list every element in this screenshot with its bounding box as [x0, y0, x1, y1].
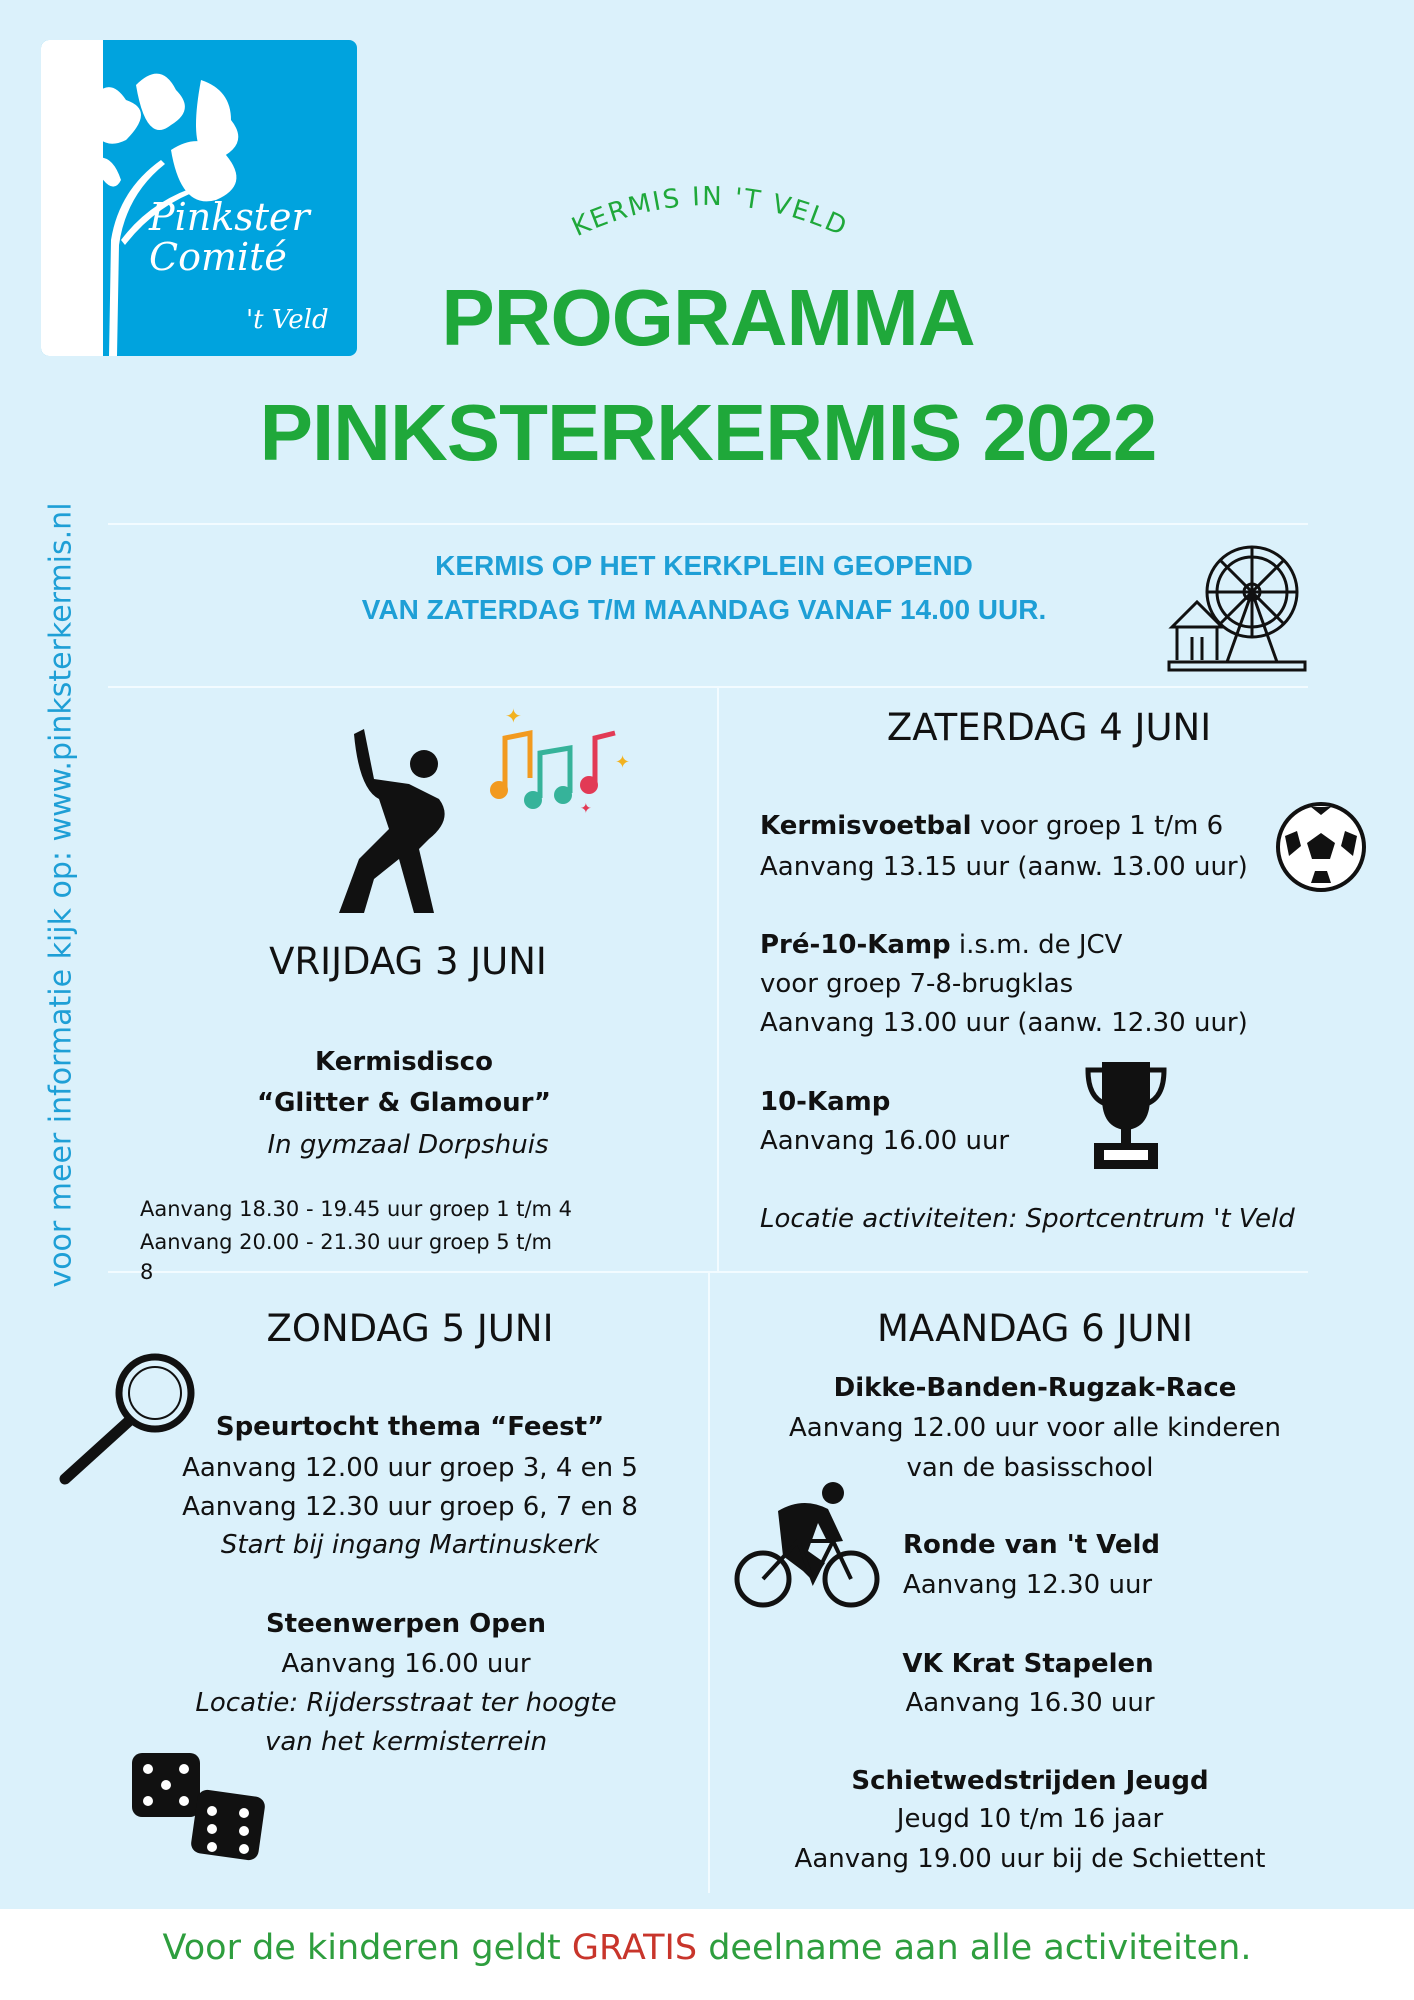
event-detail: Aanvang 19.00 uur bij de Schiettent [794, 1844, 1266, 1874]
side-website-text[interactable]: voor meer informatie kijk op: www.pinksterkermis.nl [43, 502, 79, 1288]
svg-text:✦: ✦ [505, 708, 522, 728]
svg-text:✦: ✦ [615, 752, 631, 773]
event-schietwedstrijden: Schietwedstrijden Jeugd [851, 1766, 1209, 1796]
ferris-wheel-icon [1167, 542, 1307, 672]
event-detail: Aanvang 12.00 uur groep 3, 4 en 5 [182, 1453, 638, 1483]
divider [717, 686, 719, 1271]
dice-icon [128, 1749, 268, 1861]
svg-text:✦: ✦ [580, 801, 592, 817]
event-detail: Aanvang 13.15 uur (aanw. 13.00 uur) [760, 852, 1248, 882]
magnifier-icon [57, 1349, 199, 1487]
event-detail: van de basisschool [906, 1453, 1154, 1483]
event-detail: Aanvang 12.30 uur groep 6, 7 en 8 [182, 1492, 638, 1522]
event-detail: voor groep 7-8-brugklas [760, 969, 1074, 999]
event-title: Pré-10-Kamp [760, 930, 951, 960]
time-line: 8 [140, 1260, 154, 1284]
event-detail: Aanvang 16.00 uur [760, 1126, 1010, 1156]
event-detail: Locatie: Rijdersstraat ter hoogte [195, 1688, 617, 1718]
location-value: : Sportcentrum 't Veld [1008, 1204, 1295, 1234]
svg-text:KERMIS IN 'T VELD [567, 182, 852, 243]
footer-text-post: deelname aan alle activiteiten. [697, 1928, 1252, 1968]
event-ronde-van-t-veld: Ronde van 't Veld [903, 1530, 1161, 1560]
arc-text: KERMIS IN 'T VELD [567, 181, 853, 243]
event-rugzak-race: Dikke-Banden-Rugzak-Race [833, 1373, 1237, 1403]
event-detail: Aanvang 12.30 uur [903, 1570, 1153, 1600]
music-notes-icon [485, 708, 640, 818]
event-kermisdisco: Kermisdisco [315, 1047, 493, 1077]
event-vk-krat-stapelen: VK Krat Stapelen [902, 1649, 1154, 1679]
time-line: Aanvang 20.00 - 21.30 uur groep 5 t/m [140, 1230, 553, 1254]
event-subtitle: “Glitter & Glamour” [257, 1088, 551, 1118]
event-title: Kermisvoetbal [760, 811, 972, 841]
location-label: Locatie activiteiten [760, 1204, 1009, 1234]
trophy-icon [1084, 1058, 1168, 1170]
event-pre-10-kamp [760, 925, 1122, 965]
title-programma: PROGRAMMA [441, 273, 975, 362]
event-location: In gymzaal Dorpshuis [267, 1130, 549, 1160]
event-detail: Start bij ingang Martinuskerk [220, 1530, 600, 1560]
logo [41, 40, 357, 356]
event-10-kamp: 10-Kamp [760, 1087, 891, 1117]
divider [108, 686, 1308, 688]
day-zondag: ZONDAG 5 JUNI [266, 1307, 554, 1350]
event-speurtocht: Speurtocht thema “Feest” [215, 1412, 605, 1442]
location-activities [760, 1199, 1295, 1239]
logo-line1: Pinkster [149, 195, 310, 239]
day-vrijdag: VRIJDAG 3 JUNI [269, 940, 547, 983]
event-detail: van het kermisterrein [264, 1727, 548, 1757]
divider [708, 1271, 710, 1893]
event-detail: Aanvang 16.00 uur [281, 1649, 531, 1679]
day-maandag: MAANDAG 6 JUNI [876, 1307, 1194, 1350]
event-detail: Aanvang 16.30 uur [905, 1688, 1155, 1718]
time-line: Aanvang 18.30 - 19.45 uur groep 1 t/m 4 [140, 1197, 573, 1221]
intro-line1: KERMIS OP HET KERKPLEIN GEOPEND [435, 550, 973, 581]
soccer-ball-icon [1275, 801, 1367, 893]
event-steenwerpen: Steenwerpen Open [265, 1609, 547, 1639]
cyclist-icon [733, 1481, 881, 1609]
title-pinksterkermis: PINKSTERKERMIS 2022 [259, 388, 1157, 477]
arc-heading [540, 160, 880, 250]
footer-text-pre: Voor de kinderen geldt [162, 1928, 572, 1968]
event-detail: i.s.m. de JCV [950, 930, 1123, 960]
footer-gratis: GRATIS [571, 1928, 698, 1968]
dancer-icon [329, 729, 465, 913]
event-kermisvoetbal [760, 806, 1223, 846]
logo-line3: 't Veld [246, 305, 329, 335]
footer-text [163, 1928, 1252, 1968]
event-detail: voor groep 1 t/m 6 [971, 811, 1224, 841]
event-detail: Jeugd 10 t/m 16 jaar [896, 1804, 1164, 1834]
event-detail: Aanvang 13.00 uur (aanw. 12.30 uur) [760, 1008, 1248, 1038]
divider [108, 523, 1308, 525]
day-zaterdag: ZATERDAG 4 JUNI [886, 706, 1212, 749]
logo-line2: Comité [149, 235, 287, 279]
event-detail: Aanvang 12.00 uur voor alle kinderen [788, 1413, 1282, 1443]
intro-line2: VAN ZATERDAG T/M MAANDAG VANAF 14.00 UUR. [361, 594, 1047, 625]
